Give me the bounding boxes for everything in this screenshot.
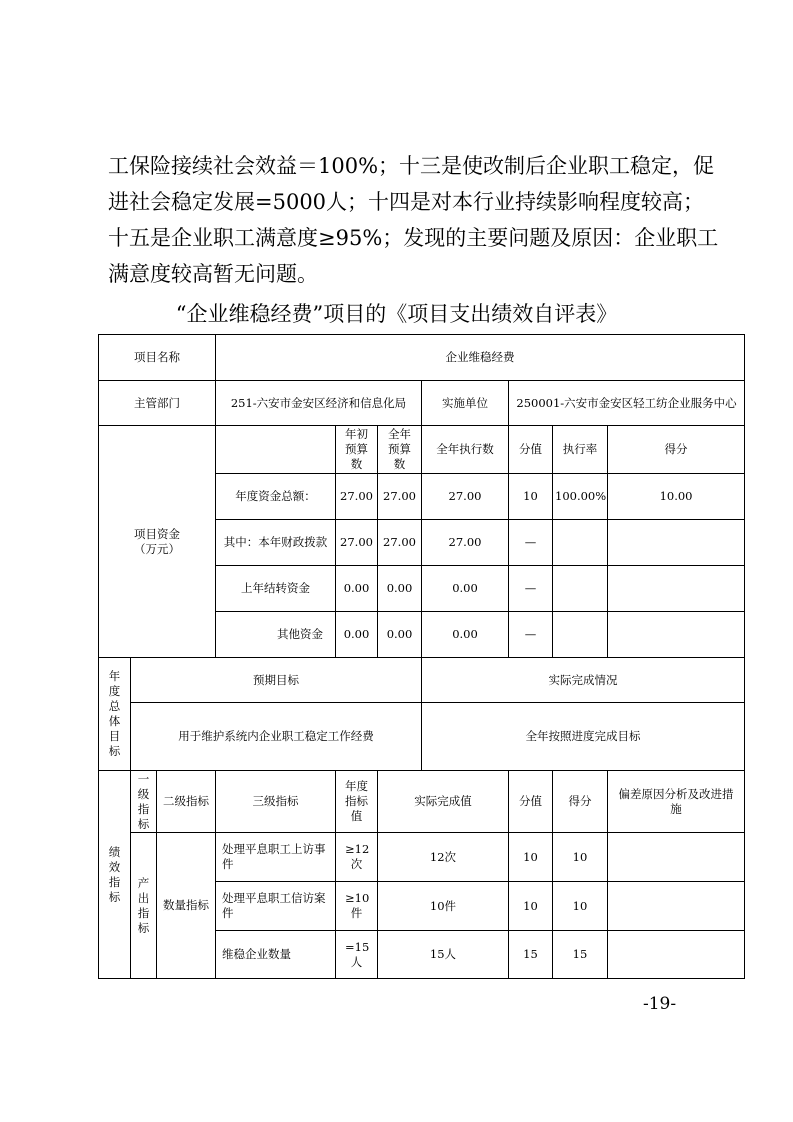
- header-ind-score: 得分: [553, 771, 608, 833]
- header-initial-budget: 年初预算数: [336, 426, 378, 474]
- table-row: [99, 771, 745, 833]
- header-actual: 实际完成值: [378, 771, 509, 833]
- indicator-score: 15: [553, 931, 608, 979]
- funds-annual: 0.00: [378, 566, 422, 612]
- funds-weight: —: [509, 612, 553, 658]
- indicator-actual: 10件: [378, 882, 509, 931]
- indicator-score: 10: [553, 882, 608, 931]
- funds-executed: 27.00: [422, 520, 509, 566]
- funds-weight: —: [509, 520, 553, 566]
- table-row: [99, 335, 745, 381]
- table-row: [99, 658, 745, 703]
- indicator-weight: 15: [509, 931, 553, 979]
- body-line: 满意度较高暂无问题。: [108, 262, 318, 286]
- funds-weight: —: [509, 566, 553, 612]
- funds-rate: [553, 566, 608, 612]
- indicator-target: ≥10件: [336, 882, 378, 931]
- table-row: [99, 381, 745, 426]
- impl-label: 实施单位: [422, 381, 509, 426]
- body-line: 进社会稳定发展=5000人；十四是对本行业持续影响程度较高；: [108, 190, 705, 214]
- indicator-analysis: [608, 931, 745, 979]
- indicator-name: 维稳企业数量: [216, 931, 336, 979]
- goal-label: 年度总体目标: [99, 658, 131, 771]
- funds-row-label: 年度资金总额：: [216, 474, 336, 520]
- header-level2: 二级指标: [157, 771, 216, 833]
- funds-score: [608, 520, 745, 566]
- funds-row-label: 其他资金: [216, 612, 336, 658]
- table-row: [99, 833, 745, 882]
- indicator-target: ≥12次: [336, 833, 378, 882]
- funds-executed: 27.00: [422, 474, 509, 520]
- header-ind-weight: 分值: [509, 771, 553, 833]
- funds-weight: 10: [509, 474, 553, 520]
- funds-executed: 0.00: [422, 612, 509, 658]
- page-number: -19-: [643, 994, 677, 1014]
- indicator-target: =15人: [336, 931, 378, 979]
- body-paragraph: [108, 148, 719, 292]
- indicator-analysis: [608, 833, 745, 882]
- funds-initial: 0.00: [336, 566, 378, 612]
- indicator-analysis: [608, 882, 745, 931]
- project-name-label: 项目名称: [99, 335, 216, 381]
- expected-goal-label: 预期目标: [131, 658, 422, 703]
- funds-rate: [553, 520, 608, 566]
- actual-label: 实际完成情况: [422, 658, 745, 703]
- indicator-score: 10: [553, 833, 608, 882]
- body-line: 工保险接续社会效益＝100%；十三是使改制后企业职工稳定，促: [108, 154, 715, 178]
- header-analysis: 偏差原因分析及改进措施: [608, 771, 745, 833]
- funds-row-label: 上年结转资金: [216, 566, 336, 612]
- funds-score: 10.00: [608, 474, 745, 520]
- impl-value: 250001-六安市金安区轻工纺企业服务中心: [509, 381, 745, 426]
- funds-annual: 27.00: [378, 520, 422, 566]
- funds-annual: 0.00: [378, 612, 422, 658]
- performance-table: [98, 334, 745, 979]
- header-score: 得分: [608, 426, 745, 474]
- funds-annual: 27.00: [378, 474, 422, 520]
- table-title: “企业维稳经费”项目的《项目支出绩效自评表》: [175, 302, 618, 326]
- header-level3: 三级指标: [216, 771, 336, 833]
- dept-label: 主管部门: [99, 381, 216, 426]
- table-row: [99, 426, 745, 474]
- expected-goal-value: 用于维护系统内企业职工稳定工作经费: [131, 703, 422, 771]
- quantity-label: 数量指标: [157, 833, 216, 979]
- body-line: 十五是企业职工满意度≥95%；发现的主要问题及原因：企业职工: [108, 226, 719, 250]
- indicator-weight: 10: [509, 833, 553, 882]
- funds-rate: 100.00%: [553, 474, 608, 520]
- header-annual-budget: 全年预算数: [378, 426, 422, 474]
- indicator-weight: 10: [509, 882, 553, 931]
- actual-goal-value: 全年按照进度完成目标: [422, 703, 745, 771]
- funds-row-label: 其中：本年财政拨款: [216, 520, 336, 566]
- header-executed: 全年执行数: [422, 426, 509, 474]
- indicator-name: 处理平息职工上访事件: [216, 833, 336, 882]
- funds-executed: 0.00: [422, 566, 509, 612]
- funds-unit: （万元）: [134, 541, 180, 556]
- funds-initial: 27.00: [336, 520, 378, 566]
- funds-initial: 0.00: [336, 612, 378, 658]
- output-label: 产出指标: [131, 833, 157, 979]
- indicator-actual: 15人: [378, 931, 509, 979]
- funds-score: [608, 612, 745, 658]
- indicator-label: 绩效指标: [99, 771, 131, 979]
- header-target: 年度指标值: [336, 771, 378, 833]
- table-row: [99, 703, 745, 771]
- funds-label-cell: [99, 426, 216, 658]
- funds-label: 项目资金: [134, 526, 180, 541]
- dept-value: 251-六安市金安区经济和信息化局: [216, 381, 422, 426]
- header-weight: 分值: [509, 426, 553, 474]
- indicator-actual: 12次: [378, 833, 509, 882]
- funds-header-blank: [216, 426, 336, 474]
- project-name-value: 企业维稳经费: [216, 335, 745, 381]
- indicator-name: 处理平息职工信访案件: [216, 882, 336, 931]
- funds-score: [608, 566, 745, 612]
- funds-rate: [553, 612, 608, 658]
- funds-initial: 27.00: [336, 474, 378, 520]
- header-level1: 一级指标: [131, 771, 157, 833]
- header-rate: 执行率: [553, 426, 608, 474]
